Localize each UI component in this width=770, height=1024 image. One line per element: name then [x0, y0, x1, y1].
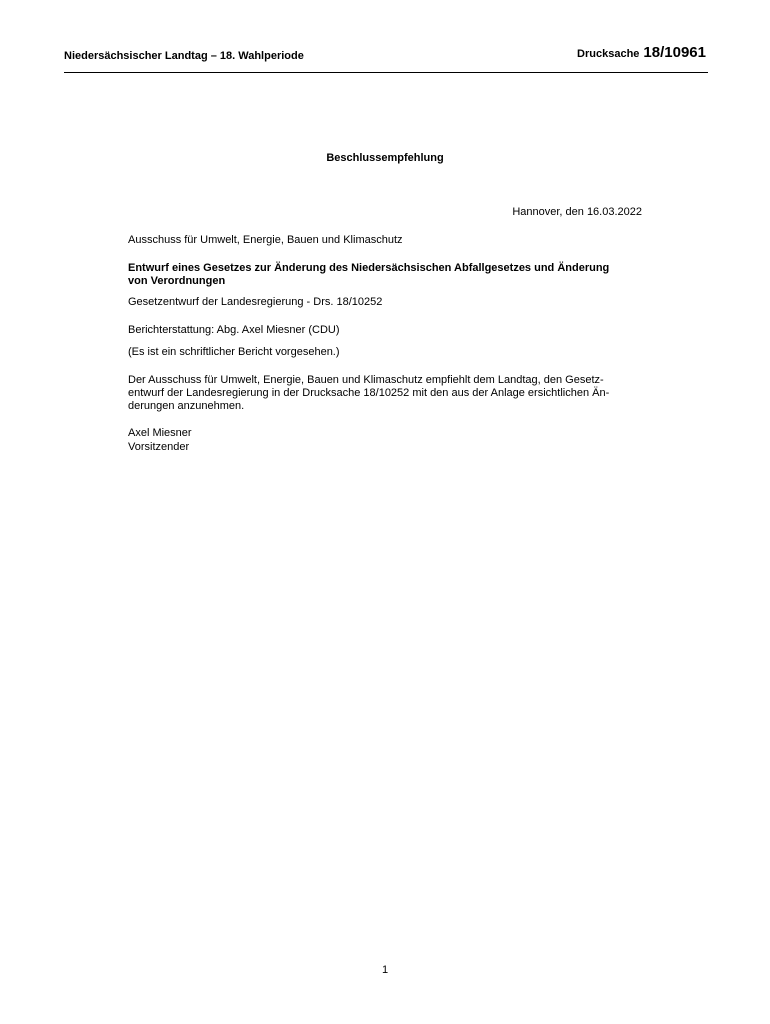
document-title: Beschlussempfehlung — [326, 152, 444, 164]
recommendation-line-3: derungen anzunehmen. — [128, 400, 245, 412]
drucksache-label: Drucksache — [577, 48, 640, 60]
recommendation-line-1: Der Ausschuss für Umwelt, Energie, Bauen und Klimaschutz empfiehlt dem Landtag, den Gesetz- — [128, 374, 604, 386]
page-header — [64, 44, 708, 73]
report-note: (Es ist ein schriftlicher Bericht vorgesehen.) — [128, 346, 340, 358]
bill-title-line-1: Entwurf eines Gesetzes zur Änderung des Niedersächsischen Abfallgesetzes und Änderung — [128, 262, 610, 274]
drucksache-number: 18/10961 — [643, 44, 706, 61]
bill-title — [128, 262, 648, 288]
rapporteur: Berichterstattung: Abg. Axel Miesner (CDU) — [128, 324, 340, 336]
parliament-label: Niedersächsischer Landtag – 18. Wahlperiode — [64, 50, 304, 62]
page-number: 1 — [381, 964, 389, 976]
drucksache-reference — [577, 44, 706, 62]
recommendation-text — [128, 374, 648, 413]
document-date: Hannover, den 16.03.2022 — [512, 206, 642, 218]
signatory-role: Vorsitzender — [128, 441, 190, 453]
bill-reference: Gesetzentwurf der Landesregierung - Drs. 18/10252 — [128, 296, 383, 308]
bill-title-line-2: von Verordnungen — [128, 275, 226, 287]
committee-name: Ausschuss für Umwelt, Energie, Bauen und Klimaschutz — [128, 234, 403, 246]
signatory-name: Axel Miesner — [128, 427, 192, 439]
recommendation-line-2: entwurf der Landesregierung in der Drucksache 18/10252 mit den aus der Anlage ersichtlichen Än- — [128, 387, 610, 399]
